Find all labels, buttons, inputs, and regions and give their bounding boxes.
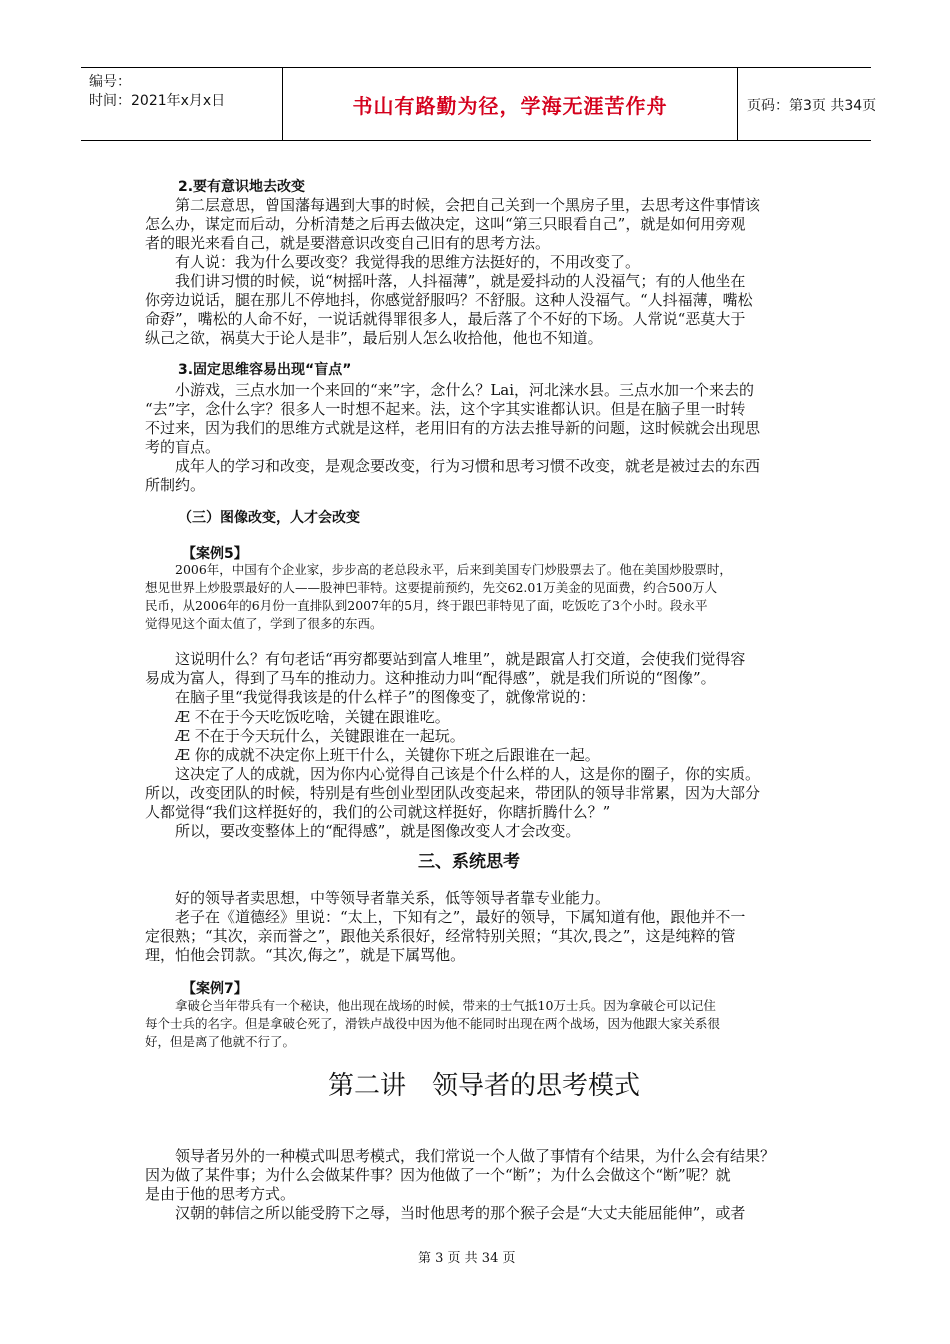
lecture-title: 第二讲 领导者的思考模式 (328, 1071, 641, 1101)
case-text-line: 拿破仑当年带兵有一个秘诀，他出现在战场的时候，带来的士气抵10万士兵。因为拿破仑可以记住 (175, 998, 716, 1013)
paragraph-line: 领导者另外的一种模式叫思考模式，我们常说一个人做了事情有个结果，为什么会有结果？ (175, 1147, 776, 1165)
paragraph-line: 这说明什么？有句老话“再穷都要站到富人堆里”，就是跟富人打交道，会使我们觉得容 (175, 650, 746, 668)
case-text-line: 每个士兵的名字。但是拿破仑死了，滑铁卢战役中因为他不能同时出现在两个战场，因为他跟大家关系很 (145, 1016, 721, 1031)
paragraph-line: 所以，要改变整体上的“配得感”，就是图像改变人才会改变。 (175, 822, 581, 840)
paragraph-line: 这决定了人的成就，因为你内心觉得自己该是个什么样的人，这是你的圈子，你的实质。 (175, 765, 761, 783)
document-time: 时间：2021年x月x日 (89, 93, 226, 109)
paragraph-line: 我们讲习惯的时候，说“树摇叶落，人抖福薄”，就是爱抖动的人没福气；有的人他坐在 (175, 272, 746, 290)
bullet-item: Æ 你的成就不决定你上班干什么，关键你下班之后跟谁在一起。 (175, 746, 600, 764)
paragraph-line: 第二层意思，曾国藩每遇到大事的时候，会把自己关到一个黑房子里，去思考这件事情该 (175, 196, 761, 214)
case-label: 【案例5】 (182, 546, 248, 562)
paragraph-line: 人都觉得“我们这样挺好的，我们的公司就这样挺好，你瞎折腾什么？” (145, 803, 611, 821)
page-header (81, 67, 877, 141)
paragraph-line: 纵己之欲，祸莫大于论人是非”，最后别人怎么收拾他，他也不知道。 (145, 329, 603, 347)
paragraph-line: 是由于他的思考方式。 (145, 1185, 296, 1203)
paragraph-line: 成年人的学习和改变，是观念要改变，行为习惯和思考习惯不改变，就老是被过去的东西 (175, 457, 761, 475)
paragraph-line: 定很熟；“其次，亲而誉之”，跟他关系很好，经常特别关照；“其次,畏之”，这是纯粹的管 (145, 927, 736, 945)
paragraph-line: 理，怕他会罚款。“其次,侮之”，就是下属骂他。 (145, 946, 466, 964)
header-info-cell (81, 68, 282, 140)
paragraph-line: 汉朝的韩信之所以能受胯下之辱，当时他思考的那个猴子会是“大丈夫能屈能伸”，或者 (175, 1204, 746, 1222)
page-footer: 第 3 页 共 34 页 (418, 1251, 516, 1266)
bullet-item: Æ 不在于今天玩什么，关键跟谁在一起玩。 (175, 727, 465, 745)
document-number: 编号： (89, 74, 131, 90)
header-page-cell (737, 68, 877, 140)
paragraph-line: “去”字，念什么字？很多人一时想不起来。法，这个字其实谁都认识。但是在脑子里一时转 (145, 400, 746, 418)
paragraph-line: 老子在《道德经》里说：“太上，下知有之”，最好的领导，下属知道有他，跟他并不一 (175, 908, 746, 926)
paragraph-line: 考的盲点。 (145, 438, 221, 456)
paragraph-line: 小游戏，三点水加一个来回的“来”字，念什么？Lai，河北涞水县。三点水加一个来去的 (175, 381, 755, 399)
bullet-item: Æ 不在于今天吃饭吃啥，关键在跟谁吃。 (175, 708, 450, 726)
paragraph-line: 怎么办，谋定而后动，分析清楚之后再去做决定，这叫“第三只眼看自己”，就是如何用旁观 (145, 215, 746, 233)
paragraph-line: 命孬”，嘴松的人命不好，一说话就得罪很多人，最后落了个不好的下场。人常说“恶莫大于 (145, 310, 746, 328)
subheading-2: 2.要有意识地去改变 (178, 179, 306, 195)
paragraph-line: 好的领导者卖思想，中等领导者靠关系，低等领导者靠专业能力。 (175, 889, 611, 907)
header-motto-cell (282, 68, 738, 140)
paragraph-line: 所制约。 (145, 476, 206, 494)
subheading-3: 3.固定思维容易出现“盲点” (178, 362, 352, 378)
case-text-line: 2006年，中国有个企业家，步步高的老总段永平，后来到美国专门炒股票去了。他在美国炒股票时， (175, 562, 732, 577)
paragraph-line: 因为做了某件事；为什么会做某件事？因为他做了一个“断”；为什么会做这个“断”呢？就 (145, 1166, 731, 1184)
paragraph-line: 所以，改变团队的时候，特别是有些创业型团队改变起来，带团队的领导非常累，因为大部分 (145, 784, 761, 802)
paragraph-line: 你旁边说话，腿在那儿不停地抖，你感觉舒服吗？不舒服。这种人没福气。“人抖福薄，嘴松 (145, 291, 753, 309)
paragraph-line: 者的眼光来看自己，就是要潜意识改变自己旧有的思考方法。 (145, 234, 551, 252)
case-text-line: 想见世界上炒股票最好的人——股神巴菲特。这要提前预约，先交62.01万美金的见面费，约合500万人 (145, 580, 718, 595)
paragraph-line: 有人说：我为什么要改变？我觉得我的思维方法挺好的，不用改变了。 (175, 253, 641, 271)
paragraph-line: 不过来，因为我们的思维方式就是这样，老用旧有的方法去推导新的问题，这时候就会出现思 (145, 419, 761, 437)
section-heading: 三、系统思考 (418, 852, 520, 872)
case-label: 【案例7】 (182, 981, 248, 997)
paragraph-line: 易成为富人，得到了马车的推动力。这种推动力叫“配得感”，就是我们所说的“图像”。 (145, 669, 716, 687)
motto: 书山有路勤为径，学海无涯苦作舟 (352, 94, 668, 118)
paragraph-line: 在脑子里“我觉得我该是的什么样子”的图像变了，就像常说的： (175, 688, 596, 706)
page-indicator: 页码：第3页 共34页 (747, 98, 877, 114)
case-text-line: 觉得见这个面太值了，学到了很多的东西。 (145, 616, 383, 631)
part-heading: （三）图像改变，人才会改变 (178, 510, 360, 526)
case-text-line: 好，但是离了他就不行了。 (145, 1034, 296, 1049)
case-text-line: 民币，从2006年的6月份一直排队到2007年的5月，终于跟巴菲特见了面，吃饭吃了3个小时。段永平 (145, 598, 708, 613)
